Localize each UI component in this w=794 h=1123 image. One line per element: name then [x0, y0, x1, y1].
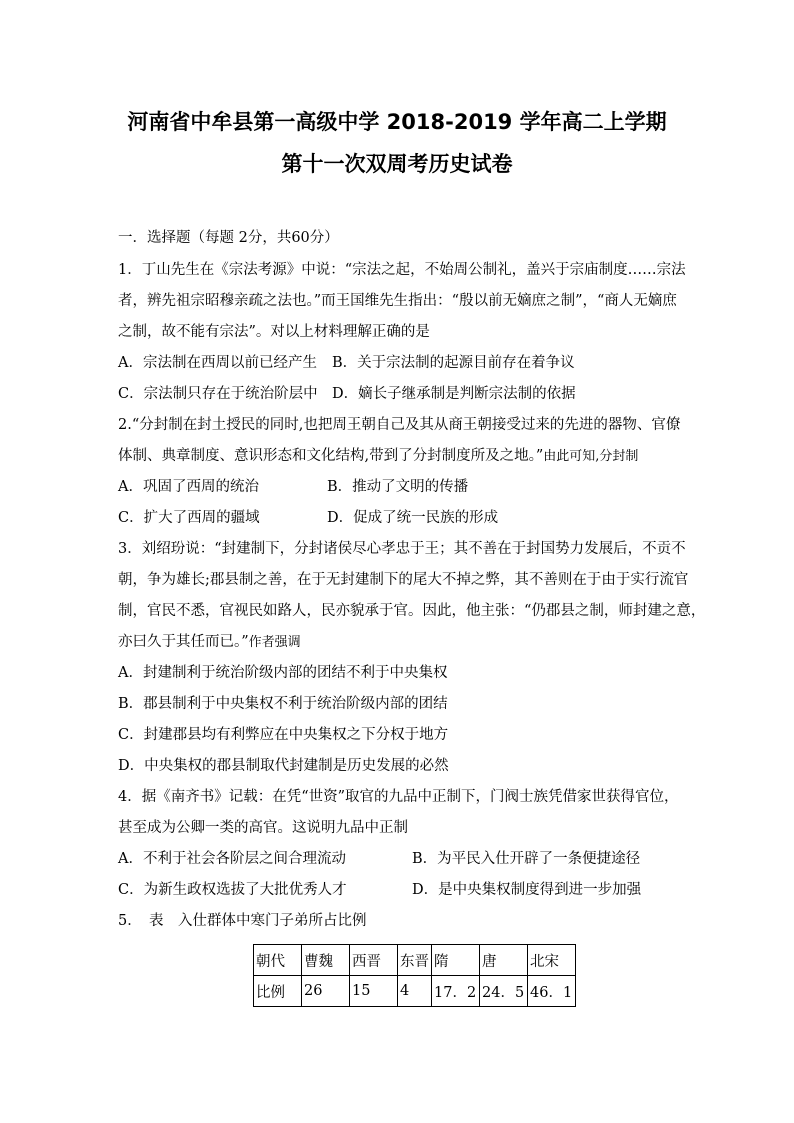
table-cell: 15: [350, 976, 398, 1007]
proportion-table: [253, 944, 576, 1007]
table-cell: 朝代: [254, 945, 302, 976]
q2-option-b: B．推动了文明的传播: [327, 479, 469, 495]
q3-option-b: B．郡县制利于中央集权不利于统治阶级内部的团结: [118, 696, 448, 712]
table-cell: 46．1: [528, 976, 576, 1007]
q1-stem-line-1: 1．丁山先生在《宗法考源》中说：“宗法之起，不始周公制礼，盖兴于宗庙制度……宗法: [118, 262, 686, 278]
q2-option-a: A．巩固了西周的统治: [118, 479, 259, 495]
q2-stem-text: 体制、典章制度、意识形态和文化结构,带到了分封制度所及之地。”: [118, 448, 544, 464]
q3-option-d: D．中央集权的郡县制取代封建制是历史发展的必然: [118, 758, 449, 774]
q1-option-b: B．关于宗法制的起源目前存在着争议: [332, 355, 575, 371]
q1-stem-line-2: 者，辨先祖宗昭穆亲疏之法也。”而王国维先生指出：“殷以前无嫡庶之制”，“商人无嫡庶: [118, 293, 677, 309]
q4-option-c: C．为新生政权选拔了大批优秀人才: [118, 882, 347, 898]
q3-stem-line-4: [118, 632, 301, 653]
q1-stem-line-3: 之制，故不能有宗法”。对以上材料理解正确的是: [118, 324, 430, 340]
q3-stem-line-3: 制，官民不悉，官视民如路人，民亦貌承于官。因此，他主张：“仍郡县之制，师封建之意，: [118, 603, 706, 619]
table-cell: 北宋: [528, 945, 576, 976]
q2-stem-line-2: [118, 446, 638, 467]
table-cell: 东晋: [398, 945, 432, 976]
table-header-row: [254, 945, 576, 976]
table-cell: 26: [302, 976, 350, 1007]
q3-stem-text: 亦曰久于其任而已。”: [118, 634, 249, 650]
section-heading: 一．选择题（每题 2分，共60分）: [118, 230, 339, 246]
document-title-line-2: 第十一次双周考历史试卷: [281, 152, 513, 176]
table-cell: 西晋: [350, 945, 398, 976]
table-cell: 唐: [480, 945, 528, 976]
q4-option-b: B．为平民入仕开辟了一条便捷途径: [412, 851, 641, 867]
q3-stem-tail: 作者强调: [248, 635, 301, 650]
q2-option-d: D．促成了统一民族的形成: [327, 510, 499, 526]
q4-option-a: A．不利于社会各阶层之间合理流动: [118, 851, 346, 867]
q2-stem-line-1: 2.“分封制在封土授民的同时,也把周王朝自己及其从商王朝接受过来的先进的器物、官僚: [118, 417, 681, 433]
table-cell: 17．2: [432, 976, 480, 1007]
table-cell: 曹魏: [302, 945, 350, 976]
q5-caption: 5． 表 入仕群体中寒门子弟所占比例: [118, 913, 367, 929]
q4-stem-line-1: 4．据《南齐书》记载：在凭“世资”取官的九品中正制下，门阀士族凭借家世获得官位，: [118, 789, 679, 805]
q4-stem-line-2: 甚至成为公卿一类的高官。这说明九品中正制: [118, 820, 408, 836]
q2-option-c: C．扩大了西周的疆域: [118, 510, 260, 526]
table-cell: 24．5: [480, 976, 528, 1007]
q1-option-d: D．嫡长子继承制是判断宗法制的依据: [332, 386, 576, 402]
q3-stem-line-2: 朝，争为雄长;郡县制之善，在于无封建制下的尾大不掉之弊，其不善则在于由于实行流官: [118, 572, 689, 588]
document-title-line-1: 河南省中牟县第一高级中学 2018-2019 学年高二上学期: [127, 110, 667, 134]
q1-option-c: C．宗法制只存在于统治阶层中: [118, 386, 318, 402]
table-cell: 隋: [432, 945, 480, 976]
table-cell: 比例: [254, 976, 302, 1007]
q2-stem-tail: 由此可知,分封制: [543, 449, 639, 464]
q1-option-a: A．宗法制在西周以前已经产生: [118, 355, 317, 371]
table-row: [254, 976, 576, 1007]
q4-option-d: D．是中央集权制度得到进一步加强: [412, 882, 642, 898]
q3-option-a: A．封建制利于统治阶级内部的团结不利于中央集权: [118, 665, 448, 681]
q3-option-c: C．封建郡县均有利弊应在中央集权之下分权于地方: [118, 727, 449, 743]
q3-stem-line-1: 3．刘绍玢说：“封建制下，分封诸侯尽心孝忠于王；其不善在于封国势力发展后，不贡不: [118, 541, 686, 557]
table-cell: 4: [398, 976, 432, 1007]
